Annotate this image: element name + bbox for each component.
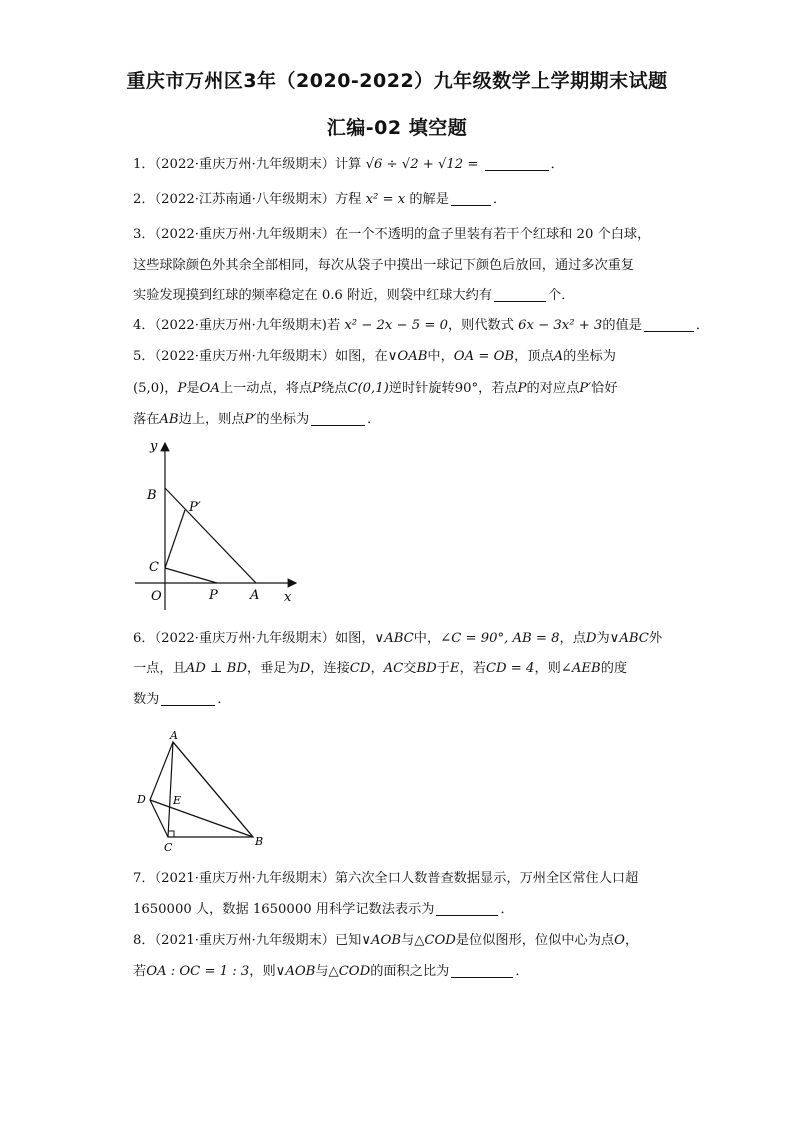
q5-math: (5,0)	[133, 381, 165, 396]
q7-suffix: ．	[500, 902, 514, 917]
triangle-figure	[130, 730, 270, 855]
label-y: y	[150, 439, 158, 454]
q6-math: D	[299, 661, 311, 676]
q8-math: O	[614, 933, 625, 948]
q6-text: ，垂足为	[246, 661, 300, 676]
coordinate-figure	[130, 435, 310, 610]
q8-text: 与△	[315, 964, 339, 979]
q4-answer-blank[interactable]	[644, 317, 694, 332]
q4-suffix: ．	[695, 318, 710, 333]
q5-math: C(0,1)	[347, 381, 389, 396]
q2-mid: 的解是	[409, 192, 449, 207]
question-8-line2	[133, 962, 673, 982]
q1-suffix: ．	[550, 157, 564, 172]
question-7-line1: 7．（2021·重庆万州·九年级期末）第六次全口人数普查数据显示，万州全区常住人口超	[133, 871, 639, 886]
label-x: x	[284, 590, 292, 605]
label-C: C	[149, 560, 159, 575]
q5-text: ，若点	[478, 381, 518, 396]
q4-prefix: 4．（2022·重庆万州·九年级期末)若	[133, 318, 341, 333]
q5-math: P	[517, 381, 527, 396]
label-P-prime: P′	[189, 500, 201, 515]
q8-text: 的面积之比为	[370, 964, 450, 979]
q2-prefix: 2．（2022·江苏南通·八年级期末）方程	[133, 192, 362, 207]
q5-text: 落在	[133, 412, 160, 427]
outline-ADCB	[150, 742, 253, 837]
q5-math: P′	[244, 412, 257, 427]
q8-text: 与△	[401, 933, 425, 948]
q6-text: 6．（2022·重庆万州·九年级期末）如图，∨	[133, 631, 385, 646]
q5-math: OA	[199, 381, 220, 396]
question-5-line3	[133, 410, 673, 430]
question-2	[133, 190, 673, 210]
question-6-line1	[133, 629, 673, 649]
q5-text: 恰好	[591, 381, 618, 396]
q6-text: ，若	[459, 661, 486, 676]
q5-text: 的对应点	[526, 381, 580, 396]
q8-text: ，	[624, 933, 639, 948]
segment-CP-prime	[165, 510, 185, 568]
q5-text: 是	[186, 381, 200, 396]
q5-math: P	[312, 381, 322, 396]
label-B: B	[147, 488, 157, 503]
q8-text: 8．（2021·重庆万州·九年级期末）已知∨	[133, 933, 372, 948]
label-P: P	[209, 588, 218, 603]
q6-math: ABC	[619, 631, 649, 646]
segment-AB	[165, 488, 256, 583]
q8-math: COD	[338, 964, 371, 979]
q6-math: AC	[383, 661, 404, 676]
label-B: B	[255, 835, 264, 848]
q5-text: ，顶点	[514, 349, 554, 364]
q2-answer-blank[interactable]	[451, 191, 491, 206]
label-O: O	[151, 589, 162, 604]
q5-math: 90°	[454, 381, 479, 396]
q5-text: 上一动点，将点	[219, 381, 313, 396]
q4-mid: ，则代数式	[447, 318, 514, 333]
q6-text: ，点	[559, 631, 586, 646]
q6-text: 的度	[600, 661, 628, 676]
q6-math: AD ⊥ BD	[185, 661, 247, 676]
q5-math: A	[553, 349, 564, 364]
q4-equation: x² − 2x − 5 = 0	[344, 318, 448, 333]
q6-text: 一点，且	[133, 661, 186, 676]
right-angle-mark	[168, 831, 174, 837]
label-E: E	[173, 794, 182, 807]
question-3-line1: 3．（2022·重庆万州·九年级期末）在一个不透明的盒子里装有若干个红球和 20 个白球，	[133, 227, 651, 242]
q6-text: ，则∠	[534, 661, 572, 676]
q8-text: ，则∨	[249, 964, 286, 979]
q6-text: 数为	[133, 692, 160, 707]
q2-equation: x² = x	[365, 192, 406, 207]
question-3-line3	[133, 286, 673, 306]
q4-mid2: 的值是	[602, 318, 642, 333]
label-C: C	[164, 841, 173, 854]
q5-math: P	[177, 381, 187, 396]
q6-math: BD	[416, 661, 437, 676]
q6-math: CD = 4	[485, 661, 535, 676]
q5-text: 逆时针旋转	[388, 381, 455, 396]
q6-math: ABC	[384, 631, 414, 646]
label-A: A	[170, 730, 178, 742]
question-5-line2	[133, 379, 673, 399]
q1-answer-blank[interactable]	[485, 156, 549, 171]
q6-math: AEB	[571, 661, 601, 676]
q1-prefix: 1．（2022·重庆万州·九年级期末）计算	[133, 157, 362, 172]
q7-answer-blank[interactable]	[436, 901, 498, 916]
q8-answer-blank[interactable]	[451, 963, 513, 978]
q5-text: 5．（2022·重庆万州·九年级期末）如图，在∨	[133, 349, 398, 364]
q1-expression: √6 ÷ √2 + √12 =	[365, 157, 479, 172]
q3-suffix: 个．	[548, 288, 575, 303]
question-4	[133, 316, 710, 336]
q6-answer-blank[interactable]	[161, 691, 215, 706]
question-5-line1	[133, 347, 673, 367]
q5-math: AB	[159, 412, 179, 427]
q5-answer-blank[interactable]	[311, 411, 365, 426]
segment-CP	[165, 568, 217, 583]
q5-text: 边上，则点	[178, 412, 245, 427]
q6-math: D	[585, 631, 597, 646]
q3-answer-blank[interactable]	[494, 287, 546, 302]
q5-text: 绕点	[321, 381, 348, 396]
q5-text: 中，	[427, 349, 454, 364]
q5-text: 的坐标为	[563, 349, 616, 364]
q8-text: 若	[133, 964, 147, 979]
q6-text: 于	[436, 661, 450, 676]
q8-math: AOB	[371, 933, 402, 948]
label-A: A	[250, 588, 260, 603]
segment-AC	[168, 742, 173, 837]
question-7-line2	[133, 900, 673, 920]
document-title-line2: 汇编-02 填空题	[326, 117, 468, 139]
q8-math: COD	[424, 933, 456, 948]
q6-math: ∠C = 90°, AB = 8	[440, 631, 560, 646]
q6-text: 交	[403, 661, 417, 676]
question-1	[133, 155, 673, 175]
q6-text: 中，	[413, 631, 441, 646]
q6-text: ，连接	[310, 661, 350, 676]
q6-math: CD	[349, 661, 371, 676]
document-title-line1: 重庆市万州区3年（2020-2022）九年级数学上学期期末试题	[126, 70, 668, 92]
q5-text: 的坐标为	[256, 412, 310, 427]
q6-text: ，	[370, 661, 384, 676]
q5-math: OA = OB	[453, 349, 515, 364]
q5-math: OAB	[397, 349, 428, 364]
question-3-line2: 这些球除颜色外其余全部相同，每次从袋子中摸出一球记下颜色后放回，通过多次重复	[133, 258, 635, 273]
question-8-line1	[133, 931, 673, 951]
q3-text: 实验发现摸到红球的频率稳定在 0.6 附近，则袋中红球大约有	[133, 288, 493, 303]
question-6-line3	[133, 690, 673, 710]
q8-math: OA : OC = 1 : 3	[146, 964, 250, 979]
label-D: D	[137, 793, 146, 806]
q6-math: E	[449, 661, 460, 676]
q7-text: 1650000 人，数据 1650000 用科学记数法表示为	[133, 902, 435, 917]
q2-suffix: ．	[492, 192, 507, 207]
q5-math: P′	[579, 381, 592, 396]
q6-suffix: ．	[217, 692, 231, 707]
question-6-line2	[133, 659, 673, 679]
q4-expression: 6x − 3x² + 3	[518, 318, 603, 333]
q6-text: 外	[648, 631, 663, 646]
q6-text: 为∨	[596, 631, 620, 646]
q5-suffix: ．	[367, 412, 381, 427]
q8-suffix: ．	[515, 964, 529, 979]
q8-math: AOB	[285, 964, 316, 979]
q5-text: ，	[164, 381, 178, 396]
q8-text: 是位似图形，位似中心为点	[455, 933, 615, 948]
